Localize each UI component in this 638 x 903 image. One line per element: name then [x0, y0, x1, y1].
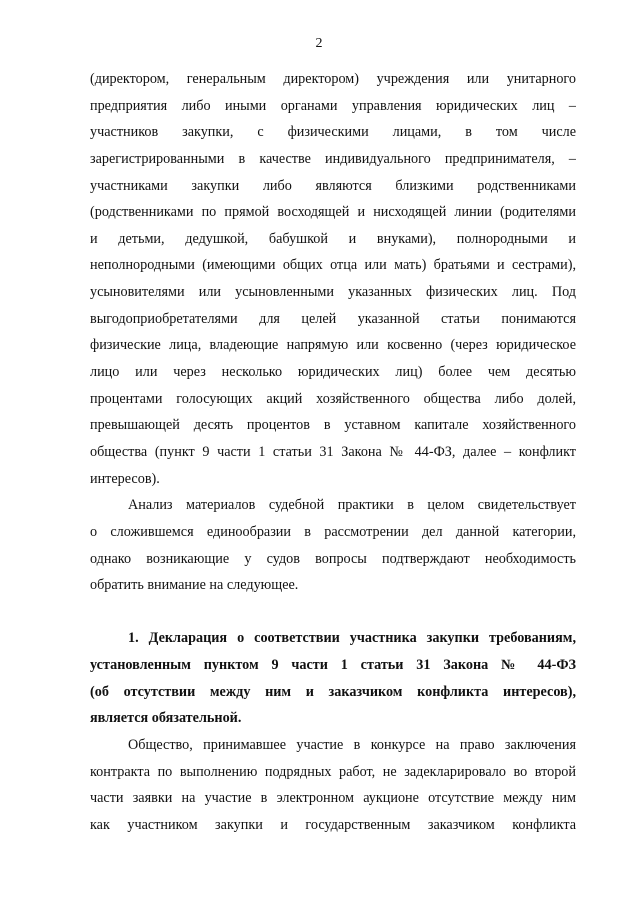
text-line: (директором, генеральным директором) учреждения или унитарного	[90, 71, 576, 87]
text-line: общества (пункт 9 части 1 статьи 31 Закона № 44-ФЗ, далее – конфликт	[90, 443, 576, 460]
heading-line: является обязательной.	[90, 710, 242, 727]
text-line: части заявки на участие в электронном аукционе отсутствие между ним	[90, 790, 576, 807]
text-line: контракта по выполнению подрядных работ, не задекларировало во второй	[90, 763, 576, 780]
text-line: участников закупки, с физическими лицами, в том числе	[90, 124, 576, 141]
text-line: Общество, принимавшее участие в конкурсе на право заключения	[128, 737, 576, 754]
text-line: предприятия либо иными органами управления юридических лиц –	[90, 97, 576, 114]
text-line: о сложившемся единообразии в рассмотрении дел данной категории,	[90, 523, 576, 540]
text-line: выгодоприобретателями для целей указанной статьи понимаются	[90, 310, 576, 327]
text-line: обратить внимание на следующее.	[90, 577, 299, 594]
text-line: зарегистрированными в качестве индивидуального предпринимателя, –	[90, 150, 576, 167]
text-line: неполнородными (имеющими общих отца или мать) братьями и сестрами),	[90, 257, 576, 274]
text-line: физические лица, владеющие напрямую или косвенно (через юридическое	[90, 337, 576, 354]
text-line: усыновителями или усыновленными указанных физических лиц. Под	[90, 284, 576, 301]
text-line: интересов).	[90, 470, 160, 487]
heading-line: 1. Декларация о соответствии участника закупки требованиям,	[128, 630, 576, 647]
section-heading	[90, 625, 576, 732]
paragraph	[90, 492, 576, 599]
text-line: участниками закупки либо являются близкими родственниками	[90, 177, 576, 194]
blank-line	[90, 599, 576, 626]
text-line: как участником закупки и государственным заказчиком конфликта	[90, 816, 576, 833]
heading-line: установленным пунктом 9 части 1 статьи 31 Закона № 44-ФЗ	[90, 657, 576, 674]
heading-line: (об отсутствии между ним и заказчиком конфликта интересов),	[90, 683, 576, 700]
text-line: превышающей десять процентов в уставном капитале хозяйственного	[90, 417, 576, 434]
paragraph	[90, 732, 576, 839]
text-line: Анализ материалов судебной практики в целом свидетельствует	[128, 497, 576, 514]
text-line: процентами голосующих акций хозяйственного общества либо долей,	[90, 390, 576, 407]
text-line: однако возникающие у судов вопросы подтверждают необходимость	[90, 550, 576, 567]
text-line: лицо или через несколько юридических лиц) более чем десятью	[90, 364, 576, 381]
paragraph-continuation	[90, 66, 576, 492]
page-number: 2	[315, 36, 323, 51]
text-line: и детьми, дедушкой, бабушкой и внуками), полнородными и	[90, 230, 576, 247]
document-body	[90, 66, 576, 839]
text-line: (родственниками по прямой восходящей и нисходящей линии (родителями	[90, 204, 576, 221]
